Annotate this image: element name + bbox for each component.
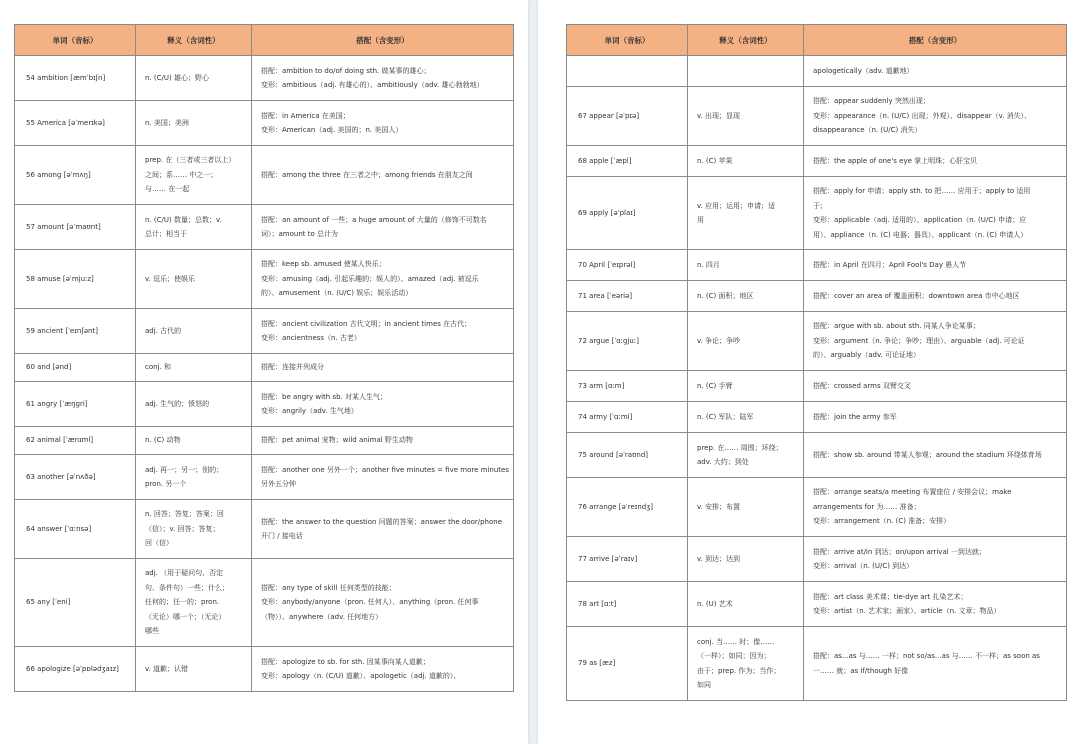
collocation-line: 搭配：in April 在四月；April Fool's Day 愚人节 bbox=[813, 260, 967, 269]
collocation-line: 搭配：arrange seats/a meeting 布置座位 / 安排会议；make bbox=[813, 488, 1012, 497]
table-body-left bbox=[15, 56, 514, 692]
table-header-row bbox=[15, 25, 514, 56]
collocation-cell bbox=[252, 205, 514, 250]
meaning-line: prep. 在…… 周围；环绕； bbox=[697, 443, 783, 452]
collocation-cell bbox=[252, 500, 514, 559]
table-row bbox=[567, 537, 1067, 582]
collocation-cell bbox=[804, 582, 1067, 627]
meaning-line: n. (C/U) 数量；总数；v. bbox=[145, 215, 222, 224]
table-row bbox=[567, 402, 1067, 433]
meaning-line: n. (C) 苹果 bbox=[697, 156, 733, 165]
collocation-cell bbox=[252, 309, 514, 354]
meaning-line: 回（信） bbox=[145, 539, 173, 548]
collocation-cell bbox=[804, 402, 1067, 433]
meaning-line: v. 出现；显现 bbox=[697, 111, 741, 120]
table-row bbox=[567, 371, 1067, 402]
table-row bbox=[15, 354, 514, 382]
meaning-line: adv. 大约；到处 bbox=[697, 458, 749, 466]
collocation-line: 搭配：cover an area of 覆盖面积；downtown area 市中心地区 bbox=[813, 291, 1020, 300]
word-cell: 64 answer [ˈɑːnsə] bbox=[15, 500, 136, 559]
collocation-cell bbox=[804, 312, 1067, 371]
collocation-cell bbox=[804, 177, 1067, 250]
collocation-cell bbox=[252, 647, 514, 692]
collocation-cell bbox=[252, 250, 514, 309]
table-row bbox=[15, 250, 514, 309]
collocation-line: 一…… 就；as if/though 好像 bbox=[813, 666, 909, 675]
collocation-line: 搭配：the answer to the question 问题的答案；answer the door/phone bbox=[261, 517, 503, 526]
table-row bbox=[567, 177, 1067, 250]
meaning-cell bbox=[136, 250, 252, 309]
word-cell: 65 any [ˈeni] bbox=[15, 559, 136, 647]
word-cell: 56 among [əˈmʌŋ] bbox=[15, 146, 136, 205]
collocation-cell bbox=[804, 371, 1067, 402]
table-row bbox=[567, 87, 1067, 146]
collocation-line: 变形：angrily（adv. 生气地） bbox=[261, 407, 358, 415]
meaning-line: 与…… 在一起 bbox=[145, 185, 190, 194]
collocation-line: 另外五分钟 bbox=[261, 480, 296, 488]
table-row bbox=[567, 56, 1067, 87]
meaning-cell bbox=[136, 455, 252, 500]
meaning-line: n. 四月 bbox=[697, 260, 720, 269]
collocation-line: 搭配：among the three 在三者之中；among friends 在朋友之间 bbox=[261, 170, 473, 179]
collocation-line: 搭配：crossed arms 双臂交叉 bbox=[813, 381, 911, 390]
collocation-line: 用）、appliance（n. (C) 电器；器具）、applicant（n. (C) 申请人） bbox=[813, 230, 1028, 239]
meaning-line: n. (C) 面积；地区 bbox=[697, 291, 754, 300]
collocation-line: 搭配：join the army 参军 bbox=[813, 412, 897, 421]
collocation-line: 的）、arguably（adv. 可论证地） bbox=[813, 351, 921, 360]
table-row bbox=[15, 427, 514, 455]
meaning-line: 总计；相当于 bbox=[145, 230, 187, 238]
meaning-line: n. 回答；答复；答案；回 bbox=[145, 510, 224, 519]
table-row bbox=[15, 382, 514, 427]
word-cell bbox=[567, 56, 688, 87]
meaning-line: adj. 再一；另一；别的； bbox=[145, 465, 224, 474]
meaning-line: v. 逗乐；使娱乐 bbox=[145, 274, 196, 283]
meaning-cell bbox=[688, 312, 804, 371]
word-cell: 70 April [ˈeɪprəl] bbox=[567, 250, 688, 281]
meaning-cell bbox=[136, 56, 252, 101]
table-row bbox=[567, 146, 1067, 177]
meaning-cell bbox=[688, 87, 804, 146]
collocation-cell bbox=[252, 146, 514, 205]
word-cell: 66 apologize [əˈpɒlədʒaɪz] bbox=[15, 647, 136, 692]
word-cell: 54 ambition [æmˈbɪʃn] bbox=[15, 56, 136, 101]
table-row bbox=[15, 559, 514, 647]
collocation-cell bbox=[252, 559, 514, 647]
meaning-line: adj. 古代的 bbox=[145, 326, 182, 335]
collocation-cell bbox=[252, 427, 514, 455]
collocation-line: 变形：apology（n. (C/U) 道歉）、apologetic（adj. 道歉的）、 bbox=[261, 672, 461, 680]
meaning-line: n. (C/U) 雄心；野心 bbox=[145, 73, 209, 82]
collocation-line: 变形：arrangement（n. (C) 准备；安排） bbox=[813, 517, 951, 526]
meaning-cell bbox=[688, 250, 804, 281]
collocation-cell bbox=[804, 281, 1067, 312]
meaning-cell bbox=[136, 647, 252, 692]
collocation-line: 搭配：appear suddenly 突然出现； bbox=[813, 97, 930, 106]
word-cell: 55 America [əˈmerɪkə] bbox=[15, 101, 136, 146]
word-cell: 79 as [æz] bbox=[567, 627, 688, 701]
collocation-cell bbox=[252, 101, 514, 146]
word-cell: 62 animal [ˈænɪml] bbox=[15, 427, 136, 455]
word-cell: 74 army [ˈɑːmi] bbox=[567, 402, 688, 433]
collocation-line: 于； bbox=[813, 201, 827, 210]
table-row bbox=[15, 500, 514, 559]
collocation-line: 搭配：art class 美术课；tie-dye art 扎染艺术； bbox=[813, 592, 968, 601]
word-cell: 57 amount [əˈmaʊnt] bbox=[15, 205, 136, 250]
collocation-cell bbox=[804, 250, 1067, 281]
meaning-line: adj. （用于疑问句、否定 bbox=[145, 569, 224, 578]
meaning-line: conj. 和 bbox=[145, 363, 171, 372]
table-row bbox=[15, 146, 514, 205]
meaning-cell bbox=[688, 582, 804, 627]
collocation-line: 搭配：pet animal 宠物；wild animal 野生动物 bbox=[261, 436, 413, 445]
collocation-line: 变形：anybody/anyone（pron. 任何人）、anything（pron. 任何事 bbox=[261, 598, 479, 607]
word-cell: 71 area [ˈeəriə] bbox=[567, 281, 688, 312]
meaning-line: conj. 当…… 时；像…… bbox=[697, 637, 775, 646]
collocation-cell bbox=[804, 87, 1067, 146]
vocab-table-left bbox=[14, 24, 514, 692]
meaning-line: 由于；prep. 作为；当作； bbox=[697, 666, 781, 675]
word-cell: 75 around [əˈraʊnd] bbox=[567, 433, 688, 478]
collocation-line: 变形：arrival（n. (U/C) 到达） bbox=[813, 562, 914, 570]
collocation-line: 搭配：show sb. around 带某人参观；around the stadium 环绕体育场 bbox=[813, 450, 1042, 459]
word-cell: 69 apply [əˈplaɪ] bbox=[567, 177, 688, 250]
meaning-line: （无论）哪一个；（无论） bbox=[145, 612, 226, 621]
table-row bbox=[567, 312, 1067, 371]
collocation-cell bbox=[252, 56, 514, 101]
meaning-cell bbox=[688, 146, 804, 177]
table-row bbox=[15, 455, 514, 500]
meaning-line: n. (C) 动物 bbox=[145, 436, 181, 445]
page-right bbox=[538, 0, 1080, 744]
collocation-line: disappearance（n. (U/C) 消失） bbox=[813, 126, 922, 135]
meaning-cell bbox=[136, 354, 252, 382]
collocation-line: 搭配：another one 另外一个；another five minutes = five more minutes bbox=[261, 465, 509, 474]
meaning-cell bbox=[136, 205, 252, 250]
meaning-line: 任何的；任一的；pron. bbox=[145, 598, 220, 607]
word-cell: 73 arm [ɑːm] bbox=[567, 371, 688, 402]
meaning-cell bbox=[688, 627, 804, 701]
collocation-cell bbox=[804, 433, 1067, 478]
meaning-line: v. 应用；运用；申请；适 bbox=[697, 201, 776, 210]
table-row bbox=[15, 101, 514, 146]
collocation-line: 变形：American（adj. 美国的；n. 美国人） bbox=[261, 126, 403, 134]
page-left bbox=[0, 0, 528, 744]
table-row bbox=[567, 627, 1067, 701]
header-collocation: 搭配（含变形） bbox=[252, 25, 514, 56]
table-body-right bbox=[567, 56, 1067, 701]
collocation-line: 搭配：ancient civilization 古代文明；in ancient times 在古代； bbox=[261, 319, 472, 328]
header-meaning: 释义（含词性） bbox=[136, 25, 252, 56]
meaning-line: prep. 在（三者或三者以上） bbox=[145, 156, 236, 165]
collocation-line: arrangements for 为…… 准备； bbox=[813, 502, 921, 511]
word-cell: 76 arrange [əˈreɪndʒ] bbox=[567, 478, 688, 537]
meaning-line: n. (C) 军队；陆军 bbox=[697, 412, 754, 421]
collocation-line: 搭配：in America 在美国； bbox=[261, 111, 350, 120]
collocation-cell bbox=[804, 478, 1067, 537]
meaning-line: n. (U) 艺术 bbox=[697, 599, 733, 608]
word-cell: 58 amuse [əˈmjuːz] bbox=[15, 250, 136, 309]
meaning-cell bbox=[136, 427, 252, 455]
meaning-cell bbox=[688, 371, 804, 402]
collocation-line: 搭配：keep sb. amused 使某人快乐； bbox=[261, 260, 386, 269]
meaning-cell bbox=[136, 309, 252, 354]
vocab-table-right bbox=[566, 24, 1067, 701]
table-row bbox=[15, 56, 514, 101]
word-cell: 60 and [ənd] bbox=[15, 354, 136, 382]
meaning-cell bbox=[136, 559, 252, 647]
table-header-row bbox=[567, 25, 1067, 56]
collocation-line: 变形：applicable（adj. 适用的）、application（n. (U/C) 申请；应 bbox=[813, 216, 1027, 224]
meaning-line: 如同 bbox=[697, 681, 711, 689]
meaning-cell bbox=[136, 146, 252, 205]
collocation-line: 搭配：apply for 申请；apply sth. to 把…… 应用于；apply to 适用 bbox=[813, 187, 1031, 195]
meaning-line: （信）；v. 回答；答复； bbox=[145, 524, 220, 533]
word-cell: 77 arrive [əˈraɪv] bbox=[567, 537, 688, 582]
collocation-line: 搭配：apologize to sb. for sth. 因某事向某人道歉； bbox=[261, 657, 430, 666]
collocation-line: 变形：artist（n. 艺术家；画家）、article（n. 文章；物品） bbox=[813, 607, 1001, 615]
word-cell: 68 apple [ˈæpl] bbox=[567, 146, 688, 177]
meaning-line: （一样）；如同；因为； bbox=[697, 652, 771, 660]
collocation-line: 变形：amusing（adj. 引起乐趣的；娱人的）、amazed（adj. 被逗乐 bbox=[261, 274, 479, 283]
collocation-line: 变形：ancientness（n. 古老） bbox=[261, 334, 361, 342]
collocation-line: 搭配：连接并列成分 bbox=[261, 363, 324, 372]
collocation-line: 变形：ambitious（adj. 有雄心的）、ambitiously（adv. 雄心勃勃地） bbox=[261, 81, 484, 89]
collocation-cell bbox=[804, 627, 1067, 701]
collocation-line: 开门 / 接电话 bbox=[261, 532, 303, 540]
table-row bbox=[15, 309, 514, 354]
table-row bbox=[15, 205, 514, 250]
collocation-cell bbox=[252, 382, 514, 427]
meaning-cell bbox=[688, 478, 804, 537]
meaning-cell bbox=[688, 281, 804, 312]
collocation-line: 搭配：as...as 与…… 一样；not so/as...as 与…… 不一样；as soon as bbox=[813, 652, 1040, 660]
word-cell: 78 art [ɑːt] bbox=[567, 582, 688, 627]
table-row bbox=[15, 647, 514, 692]
collocation-line: （物））、anywhere（adv. 任何地方） bbox=[261, 612, 383, 621]
collocation-line: apologetically（adv. 道歉地） bbox=[813, 66, 914, 75]
meaning-line: v. 道歉；认错 bbox=[145, 664, 189, 673]
collocation-line: 变形：appearance（n. (U/C) 出现；外观）、disappear（v. 消失）、 bbox=[813, 111, 1032, 120]
meaning-line: 句、条件句）一些；什么； bbox=[145, 583, 229, 592]
meaning-cell bbox=[688, 402, 804, 433]
collocation-cell bbox=[804, 146, 1067, 177]
collocation-line: 搭配：any type of skill 任何类型的技能； bbox=[261, 583, 396, 592]
collocation-cell bbox=[804, 56, 1067, 87]
meaning-line: 用 bbox=[697, 216, 704, 224]
word-cell: 67 appear [əˈpɪə] bbox=[567, 87, 688, 146]
collocation-line: 词）；amount to 总计为 bbox=[261, 230, 338, 238]
collocation-line: 搭配：be angry with sb. 对某人生气； bbox=[261, 392, 388, 401]
table-row bbox=[567, 433, 1067, 478]
table-row bbox=[567, 250, 1067, 281]
meaning-cell bbox=[688, 56, 804, 87]
collocation-line: 搭配：argue with sb. about sth. 同某人争论某事； bbox=[813, 322, 980, 331]
collocation-line: 搭配：the apple of one's eye 掌上明珠；心肝宝贝 bbox=[813, 156, 978, 165]
collocation-line: 搭配：an amount of 一些；a huge amount of 大量的（修饰不可数名 bbox=[261, 215, 487, 224]
collocation-line: 变形：argument（n. 争论；争吵；理由）、arguable（adj. 可论证 bbox=[813, 336, 1025, 345]
meaning-line: v. 安排；布置 bbox=[697, 502, 741, 511]
meaning-line: v. 争论；争吵 bbox=[697, 336, 741, 345]
meaning-cell bbox=[688, 537, 804, 582]
header-meaning: 释义（含词性） bbox=[688, 25, 804, 56]
collocation-cell bbox=[252, 455, 514, 500]
meaning-cell bbox=[136, 101, 252, 146]
collocation-line: 搭配：ambition to do/of doing sth. 做某事的雄心； bbox=[261, 66, 431, 75]
word-cell: 59 ancient [ˈeɪnʃənt] bbox=[15, 309, 136, 354]
meaning-cell bbox=[136, 500, 252, 559]
word-cell: 72 argue [ˈɑːɡjuː] bbox=[567, 312, 688, 371]
table-row bbox=[567, 582, 1067, 627]
meaning-line: 哪些 bbox=[145, 627, 159, 636]
collocation-cell bbox=[804, 537, 1067, 582]
header-word: 单词（音标） bbox=[15, 25, 136, 56]
collocation-line: 的）、amusement（n. (U/C) 娱乐；娱乐活动） bbox=[261, 289, 413, 298]
meaning-line: pron. 另一个 bbox=[145, 480, 187, 488]
header-word: 单词（音标） bbox=[567, 25, 688, 56]
meaning-line: v. 到达；达到 bbox=[697, 554, 741, 563]
header-collocation: 搭配（含变形） bbox=[804, 25, 1067, 56]
meaning-line: adj. 生气的；愤怒的 bbox=[145, 399, 210, 408]
meaning-cell bbox=[136, 382, 252, 427]
meaning-line: 之间；系…… 中之一； bbox=[145, 170, 218, 179]
meaning-line: n. 美国；美洲 bbox=[145, 118, 189, 127]
meaning-line: n. (C) 手臂 bbox=[697, 381, 733, 390]
word-cell: 63 another [əˈnʌðə] bbox=[15, 455, 136, 500]
table-row bbox=[567, 281, 1067, 312]
meaning-cell bbox=[688, 433, 804, 478]
meaning-cell bbox=[688, 177, 804, 250]
collocation-cell bbox=[252, 354, 514, 382]
word-cell: 61 angry [ˈæŋɡri] bbox=[15, 382, 136, 427]
table-row bbox=[567, 478, 1067, 537]
collocation-line: 搭配：arrive at/in 到达；on/upon arrival 一到达就； bbox=[813, 547, 986, 556]
